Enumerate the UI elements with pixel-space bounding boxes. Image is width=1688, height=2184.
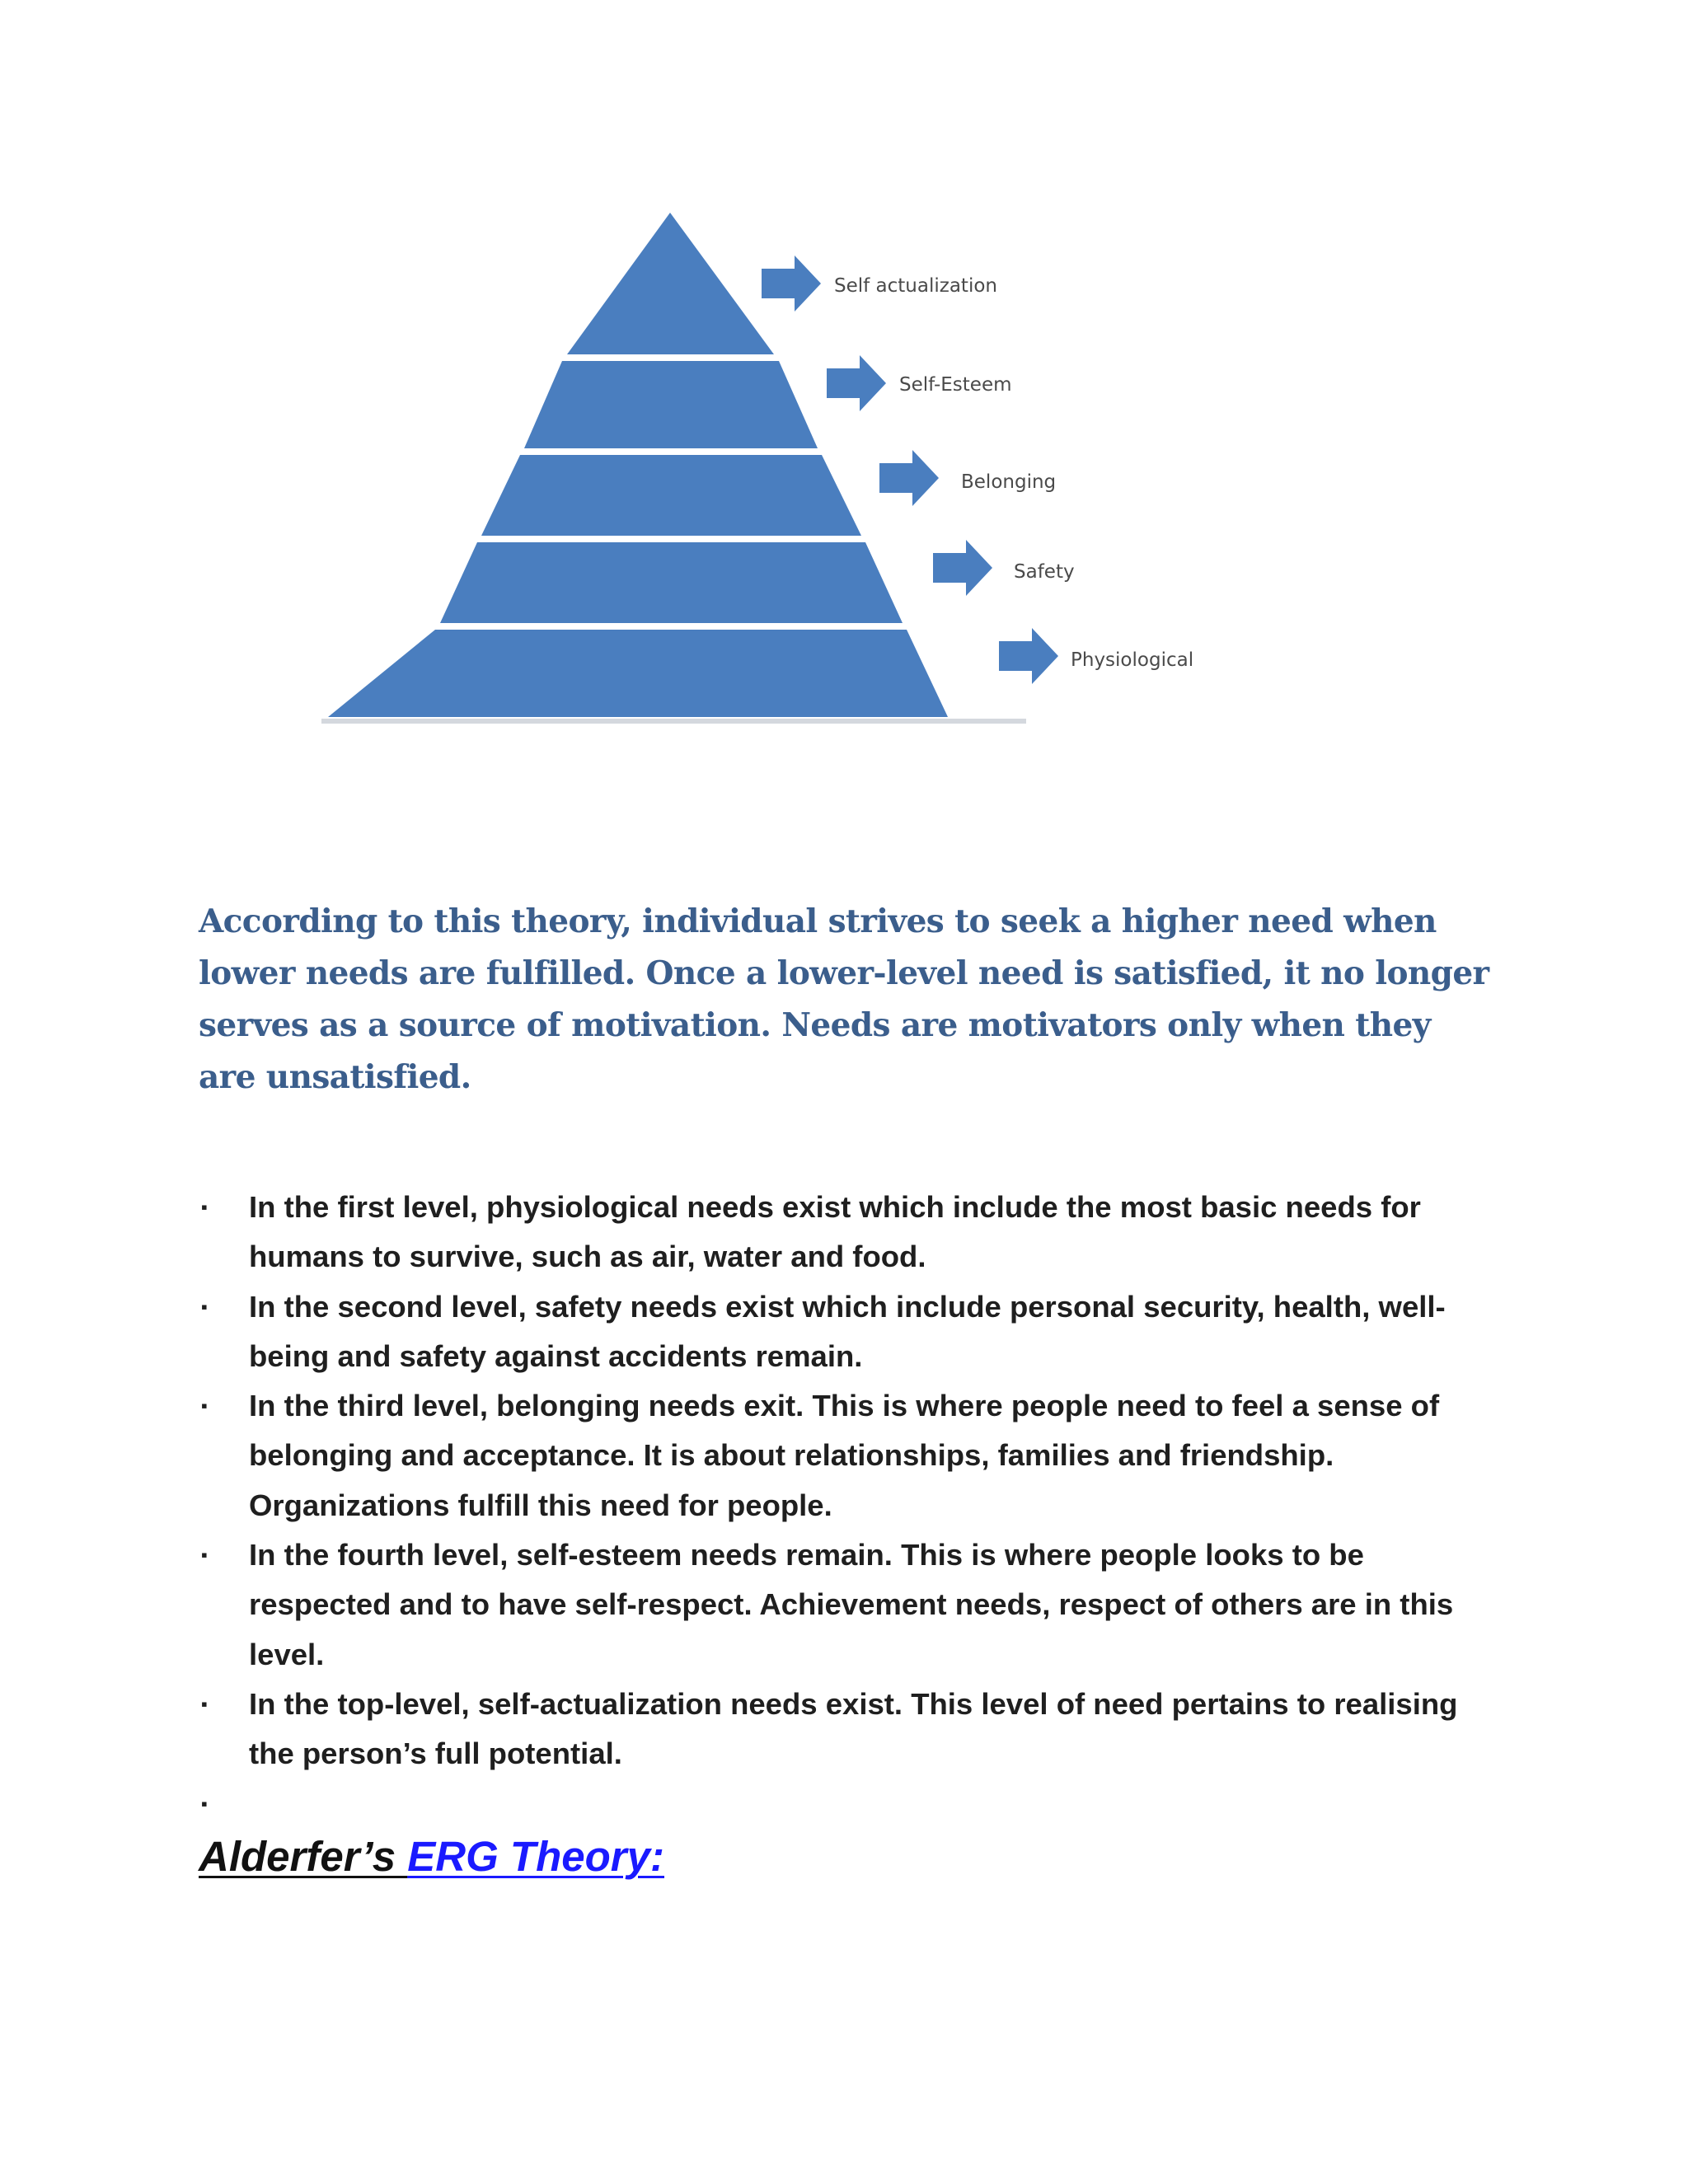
arrow-right-icon <box>827 355 886 411</box>
list-item-text: In the fourth level, self-esteem needs remain. This is where people looks to be respected and to have self-respect. Achievement needs, respect of others are in this level. <box>249 1538 1454 1671</box>
list-item-text: In the top-level, self-actualization needs exist. This level of need pertains to realising the person’s full potential. <box>249 1686 1458 1771</box>
label-self-esteem: Self-Esteem <box>899 374 1012 396</box>
list-item <box>199 1779 1501 1829</box>
list-item-text: In the first level, physiological needs exist which include the most basic needs for humans to survive, such as air, water and food. <box>249 1190 1421 1274</box>
list-item <box>199 1282 1501 1382</box>
list-item <box>199 1381 1501 1530</box>
list-item <box>199 1680 1501 1779</box>
pyramid-tier-physiological <box>328 630 948 717</box>
label-self-actualization: Self actualization <box>834 275 997 297</box>
maslow-pyramid-diagram <box>297 198 1236 742</box>
heading-prefix: Alderfer’s <box>199 1833 408 1880</box>
arrow-right-icon <box>879 450 939 506</box>
label-physiological: Physiological <box>1071 649 1194 671</box>
list-item-text: In the third level, belonging needs exit. This is where people need to feel a sense of belonging and acceptance. It is about relationships, families and friendship. Organizations fulfill this need for people. <box>249 1389 1440 1522</box>
erg-theory-link[interactable]: ERG Theory: <box>407 1833 664 1880</box>
square-bullet-icon: ▪ <box>201 1693 208 1714</box>
square-bullet-icon: ▪ <box>201 1793 208 1814</box>
label-safety: Safety <box>1014 561 1075 583</box>
arrow-right-icon <box>762 255 821 312</box>
square-bullet-icon: ▪ <box>201 1197 208 1217</box>
list-item <box>199 1530 1501 1680</box>
arrow-right-icon <box>933 540 992 596</box>
needs-level-list <box>199 1183 1501 1829</box>
pyramid-tier-self-esteem <box>524 361 818 448</box>
square-bullet-icon: ▪ <box>201 1544 208 1566</box>
pyramid-tier-safety <box>440 542 903 623</box>
list-item-text: In the second level, safety needs exist which include personal security, health, well-being and safety against accidents remain. <box>249 1289 1446 1373</box>
arrow-right-icon <box>999 628 1058 684</box>
label-belonging: Belonging <box>961 471 1057 493</box>
pyramid-tier-belonging <box>481 455 861 536</box>
intro-paragraph: According to this theory, individual strives to seek a higher need when lower needs are fulfilled. Once a lower-level need is satisfied, it no longer serves as a source of motivation. Needs are motivators only when they are unsatisfied. <box>199 902 1489 1096</box>
list-item <box>199 1183 1501 1282</box>
square-bullet-icon: ▪ <box>201 1296 208 1317</box>
square-bullet-icon: ▪ <box>201 1395 208 1417</box>
section-heading <box>199 1828 664 1886</box>
pyramid-tier-self-actualization <box>567 213 774 354</box>
